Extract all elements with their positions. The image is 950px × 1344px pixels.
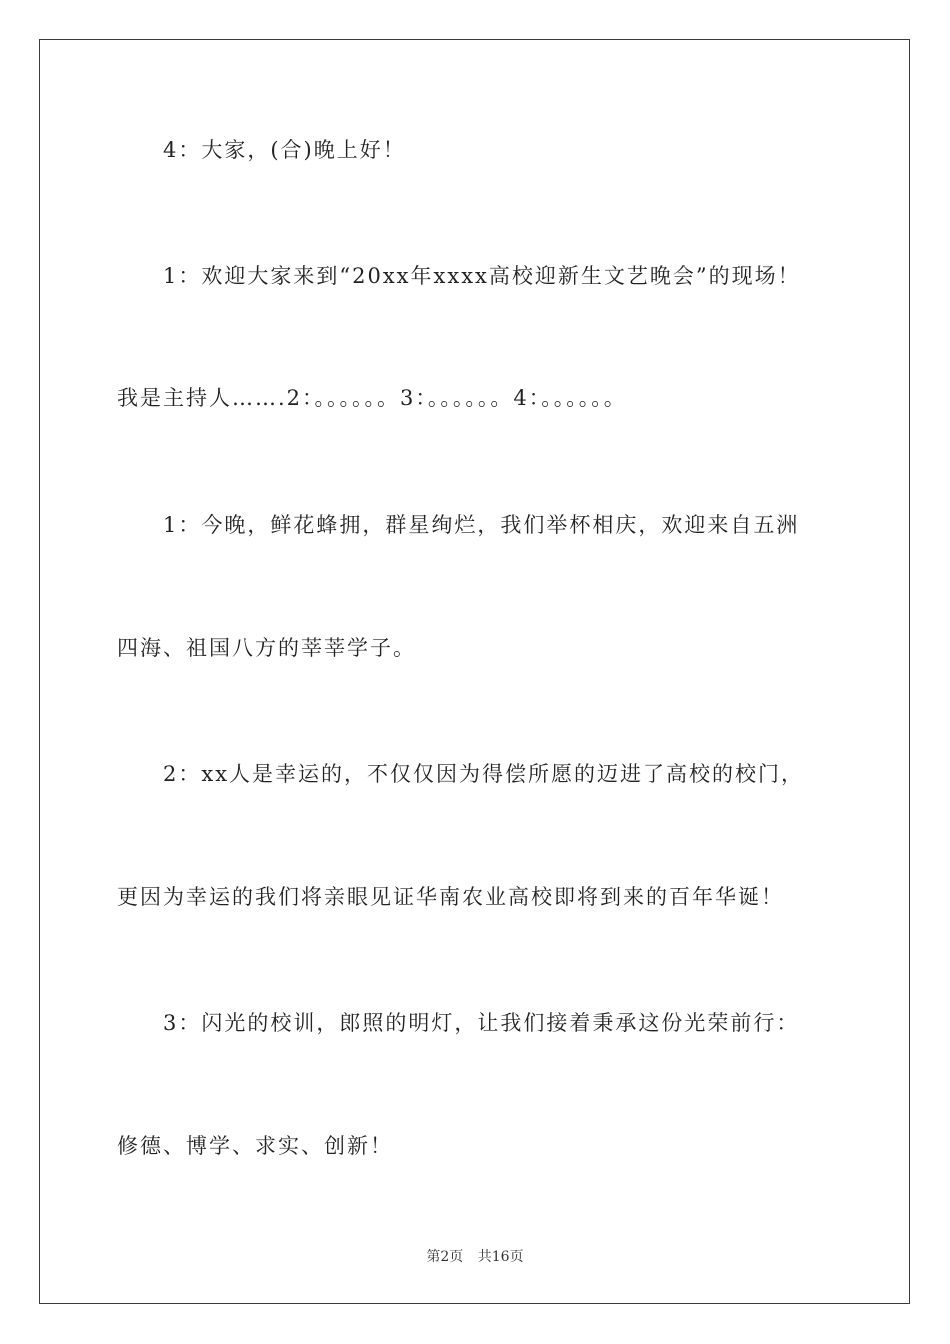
paragraph-line-8: 3：闪光的校训，郎照的明灯，让我们接着秉承这份光荣前行： [163,1011,800,1035]
paragraph-line-3: 我是主持人…….2：。。。。。。3：。。。。。。4：。。。。。。 [117,386,627,410]
paragraph-line-6: 2：xx人是幸运的，不仅仅因为得偿所愿的迈进了高校的校门， [163,762,805,786]
paragraph-line-7: 更因为幸运的我们将亲眼见证华南农业高校即将到来的百年华诞！ [117,885,784,909]
page-number: 第2页 [426,1249,464,1265]
page-border [39,39,910,1304]
total-pages: 共16页 [477,1249,524,1265]
paragraph-line-9: 修德、博学、求实、创新！ [117,1134,393,1158]
paragraph-line-2: 1：欢迎大家来到“20xx年xxxx高校迎新生文艺晚会”的现场！ [163,264,801,288]
page-footer [0,1246,950,1266]
paragraph-line-4: 1：今晚，鲜花蜂拥，群星绚烂，我们举杯相庆，欢迎来自五洲 [163,513,800,537]
paragraph-line-1: 4：大家，(合)晚上好！ [163,138,406,162]
paragraph-line-5: 四海、祖国八方的莘莘学子。 [117,636,416,660]
